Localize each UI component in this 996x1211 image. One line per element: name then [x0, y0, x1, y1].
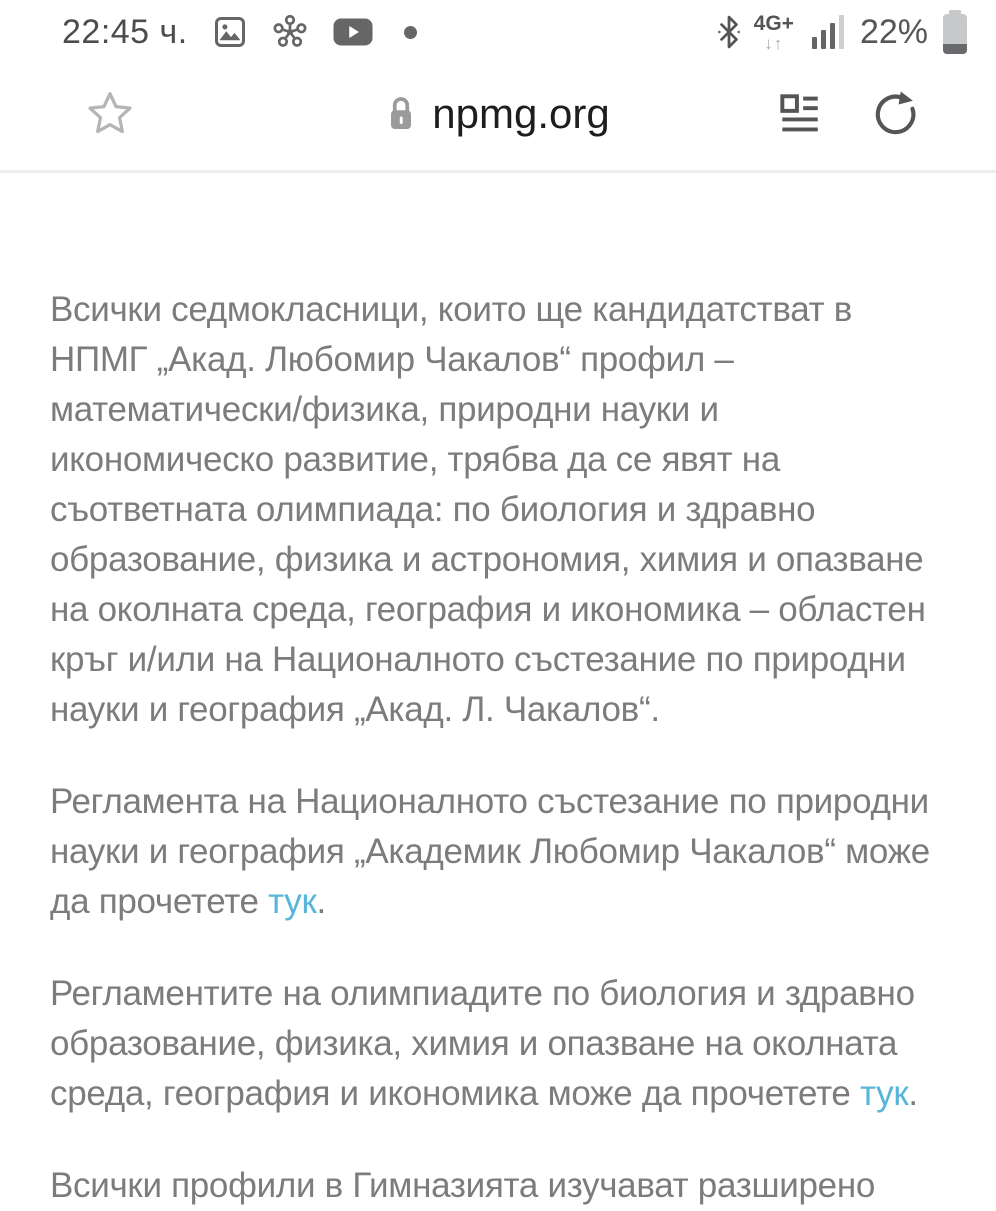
- text-segment: образование, физика, химия и опазване на околната: [50, 1024, 898, 1063]
- notification-dot: [404, 26, 417, 39]
- clock-label: 22:45 ч.: [62, 12, 188, 51]
- text-segment: науки и география „Академик Любомир Чакалов“ може: [50, 832, 930, 871]
- paragraph: [50, 777, 996, 927]
- text-segment: съответната олимпиада: по биология и здравно: [50, 490, 816, 529]
- text-segment: Всички профили в Гимназията изучават разширено: [50, 1166, 876, 1205]
- text-segment: Регламентите на олимпиадите по биология и здравно: [50, 974, 915, 1013]
- text-line: [50, 1069, 996, 1119]
- text-segment: .: [908, 1074, 918, 1113]
- paragraph: [50, 969, 996, 1119]
- text-segment: да прочетете: [50, 882, 269, 921]
- network-arrows-icon: ↓↑: [764, 33, 784, 53]
- text-segment: науки и география „Акад. Л. Чакалов“.: [50, 690, 660, 729]
- text-segment: НПМГ „Акад. Любомир Чакалов“ профил –: [50, 340, 734, 379]
- text-line: [50, 485, 996, 535]
- refresh-icon[interactable]: [870, 88, 922, 140]
- text-line: [50, 969, 996, 1019]
- url-text: npmg.org: [432, 90, 610, 137]
- text-line: [50, 827, 996, 877]
- article: [50, 285, 996, 1211]
- text-segment: .: [316, 882, 326, 921]
- text-line: [50, 777, 996, 827]
- paragraph: [50, 285, 996, 735]
- lock-icon: [386, 94, 416, 134]
- text-segment: математически/физика, природни науки и: [50, 390, 719, 429]
- text-line: [50, 1019, 996, 1069]
- inline-link[interactable]: тук: [268, 882, 317, 921]
- toolbar-right: [774, 88, 922, 140]
- status-bar: [0, 0, 996, 58]
- status-bar-left: [62, 13, 417, 52]
- text-line: [50, 535, 996, 585]
- smartthings-icon: [272, 14, 308, 50]
- network-type-indicator: [754, 13, 794, 52]
- battery-icon: [940, 9, 970, 55]
- page-content: [0, 173, 996, 1211]
- reader-mode-icon[interactable]: [774, 89, 824, 139]
- text-line: [50, 635, 996, 685]
- text-segment: Регламента на Националното състезание по природни: [50, 782, 929, 821]
- signal-strength-icon: [812, 15, 844, 49]
- paragraph: [50, 1161, 996, 1211]
- gallery-icon: [212, 14, 248, 50]
- battery-percent-label: 22%: [859, 12, 928, 51]
- browser-toolbar: [0, 58, 996, 173]
- text-segment: Всички седмокласници, които ще кандидатстват в: [50, 290, 853, 329]
- text-line: [50, 435, 996, 485]
- network-type-label: 4G+: [753, 11, 794, 35]
- text-line: [50, 1161, 996, 1211]
- text-segment: образование, физика и астрономия, химия и опазване: [50, 540, 924, 579]
- bluetooth-icon: [716, 15, 742, 49]
- text-segment: на околната среда, география и икономика – областен: [50, 590, 926, 629]
- text-line: [50, 335, 996, 385]
- text-line: [50, 585, 996, 635]
- text-segment: кръг и/или на Националното състезание по природни: [50, 640, 906, 679]
- youtube-icon: [332, 16, 374, 48]
- bookmark-star-icon[interactable]: [84, 88, 136, 140]
- text-line: [50, 685, 996, 735]
- text-segment: среда, география и икономика може да прочетете: [50, 1074, 860, 1113]
- status-bar-right: [716, 9, 970, 55]
- text-segment: икономическо развитие, трябва да се явят на: [50, 440, 780, 479]
- text-line: [50, 877, 996, 927]
- text-line: [50, 385, 996, 435]
- inline-link[interactable]: тук: [860, 1074, 909, 1113]
- text-line: [50, 285, 996, 335]
